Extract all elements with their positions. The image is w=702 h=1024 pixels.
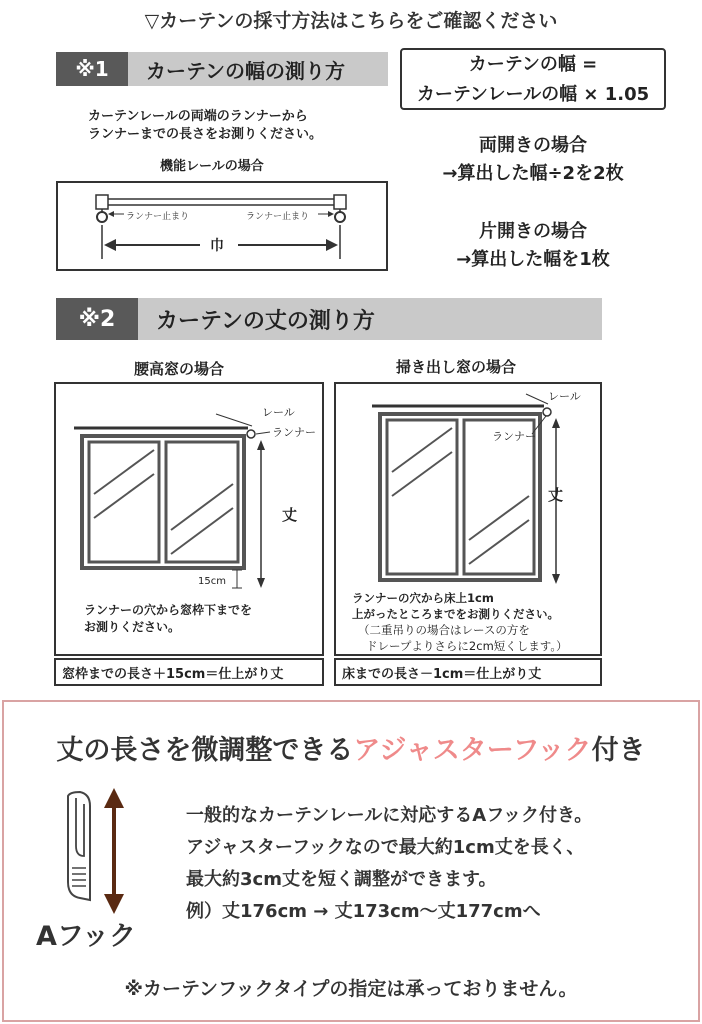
hook-desc-line1: 一般的なカーテンレールに対応するAフック付き。 [186, 805, 593, 826]
left-note-line2: お測りください。 [84, 620, 181, 634]
single-open-desc: →算出した幅を1枚 [456, 249, 610, 270]
right-length-label: 丈 [548, 486, 564, 504]
section2-number: ※2 [56, 298, 138, 340]
left-extra-label: 15cm [198, 576, 226, 587]
width-formula-line1: カーテンの幅 = [468, 54, 598, 75]
adjuster-hook-description [186, 800, 592, 928]
hook-title-highlight: アジャスターフック [353, 735, 592, 766]
right-window-caption: 掃き出し窓の場合 [396, 358, 517, 376]
section1-desc [88, 108, 322, 144]
hook-desc-line4: 例）丈176cm → 丈173cm～丈177cmへ [186, 901, 541, 922]
double-open-desc: →算出した幅÷2を2枚 [442, 163, 624, 184]
right-note-line2: 上がったところまでをお測りください。 [352, 607, 559, 621]
left-result-formula: 窓枠までの長さ＋15cm＝仕上がり丈 [54, 658, 324, 686]
left-window-caption: 腰高窓の場合 [134, 360, 225, 378]
footnote: ※カーテンフックタイプの指定は承っておりません。 [124, 978, 578, 1000]
right-window-diagram [334, 382, 602, 656]
section1-number: ※1 [56, 52, 128, 86]
section1-title: カーテンの幅の測り方 [146, 58, 345, 83]
section1-desc-line1: カーテンレールの両端のランナーから [88, 109, 308, 124]
right-runner-label: ランナー [492, 430, 536, 443]
left-window-note [84, 602, 252, 636]
single-open-title: 片開きの場合 [479, 221, 587, 242]
right-note-line1: ランナーの穴から床上1cm [352, 591, 494, 605]
runner-stop-right-label: ランナー止まり [246, 212, 310, 222]
width-formula-line2: カーテンレールの幅 × 1.05 [416, 84, 650, 105]
left-runner-label: ランナー [272, 426, 316, 439]
adjuster-hook-icon [50, 786, 130, 916]
section1-desc-line2: ランナーまでの長さをお測りください。 [88, 127, 323, 142]
right-note-line4: ドレープよりさらに2cm短くします。） [366, 639, 568, 653]
width-formula [400, 48, 666, 110]
single-open-case [400, 218, 666, 274]
hook-desc-line3: 最大約3cm丈を短く調整ができます。 [186, 869, 497, 890]
rail-diagram [56, 181, 388, 271]
double-open-case [400, 132, 666, 188]
section2-header [56, 298, 602, 340]
page-title: ▽カーテンの採寸方法はこちらをご確認ください [144, 10, 558, 32]
left-note-line1: ランナーの穴から窓枠下までを [84, 603, 253, 617]
runner-stop-left-label: ランナー止まり [126, 212, 190, 222]
left-length-label: 丈 [282, 506, 298, 524]
left-window-diagram [54, 382, 324, 656]
hook-title-prefix: 丈の長さを微調整できる [56, 735, 354, 766]
adjuster-hook-title [0, 728, 702, 767]
right-note-line3: （二重吊りの場合はレースの方を [358, 623, 530, 637]
section1-header [56, 52, 388, 86]
width-label: 巾 [210, 238, 224, 254]
right-window-note [352, 590, 568, 654]
rail-diagram-svg [58, 183, 386, 269]
a-hook-label: Aフック [36, 921, 137, 952]
section2-title: カーテンの丈の測り方 [156, 308, 375, 334]
right-result-formula: 床までの長さ－1cm＝仕上がり丈 [334, 658, 602, 686]
left-rail-label: レール [262, 406, 295, 419]
hook-desc-line2: アジャスターフックなので最大約1cm丈を長く、 [186, 837, 585, 858]
double-open-title: 両開きの場合 [479, 135, 587, 156]
right-rail-label: レール [548, 390, 581, 403]
rail-diagram-title: 機能レールの場合 [160, 159, 264, 174]
hook-title-suffix: 付き [591, 735, 646, 766]
